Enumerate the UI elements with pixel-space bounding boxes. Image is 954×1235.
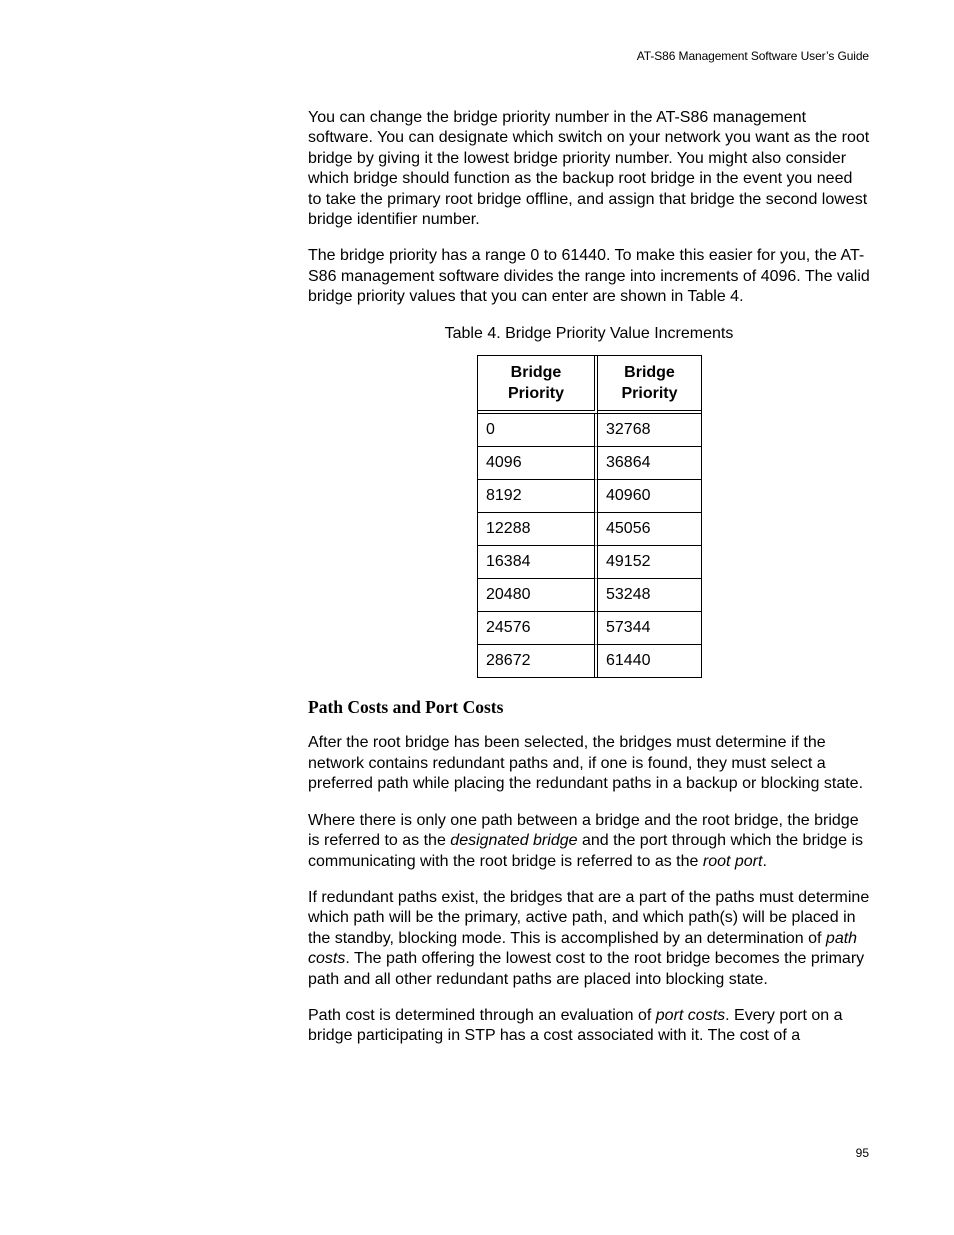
paragraph-bridge-priority-intro: You can change the bridge priority number in the AT-S86 management software. You can designate which switch on your network you want as the root bridge by giving it the lowest bridge priority number. You might also consider which bridge should function as the backup root bridge in the event you need to take the primary root bridge offline, and assign that bridge the second lowest bridge identifier number.: [308, 109, 870, 229]
table-row: [478, 578, 701, 611]
table-cell: 36864: [598, 446, 701, 479]
table-row: [478, 611, 701, 644]
table-cell: 40960: [598, 479, 701, 512]
text-run: Where there is only one path between a bridge and the root bridge, the bridge is referred to as the: [308, 811, 859, 850]
table-cell: 24576: [478, 611, 598, 644]
table-cell: 57344: [598, 611, 701, 644]
table-row: [478, 479, 701, 512]
paragraph-designated-bridge: [308, 811, 870, 872]
page-number: 95: [855, 1146, 869, 1160]
text-run: .: [762, 852, 767, 870]
page-body: [308, 108, 870, 1063]
text-run: Path cost is determined through an evaluation of: [308, 1006, 656, 1024]
table-row: [478, 512, 701, 545]
text-run: If redundant paths exist, the bridges that are a part of the paths must determine which path will be the primary, active path, and which path(s) will be placed in the standby, blocking mode. This is accomplished by an determination of: [308, 888, 870, 947]
table-row: [478, 545, 701, 578]
emphasis-term: port costs: [655, 1006, 726, 1024]
column-header-1: [478, 356, 598, 414]
column-header-label: Bridge Priority: [621, 364, 678, 403]
table-header-row: [478, 356, 701, 414]
table-cell: 16384: [478, 545, 598, 578]
table-row: [478, 414, 701, 446]
paragraph-redundant-paths: [308, 888, 870, 990]
text-run: . The path offering the lowest cost to the root bridge becomes the primary path and all other redundant paths are placed into blocking state.: [308, 950, 865, 988]
table-caption: Table 4. Bridge Priority Value Increments: [444, 324, 734, 342]
table-cell: 20480: [478, 578, 598, 611]
paragraph-bridge-priority-range: The bridge priority has a range 0 to 61440. To make this easier for you, the AT-S86 management software divides the range into increments of 4096. The valid bridge priority values that you can enter are shown in Table 4.: [308, 247, 870, 306]
text-run: . Every port on a bridge participating in STP has a cost associated with it. The cost of a: [308, 1006, 843, 1045]
paragraph-root-bridge-selected: After the root bridge has been selected, the bridges must determine if the network contains redundant paths and, if one is found, they must select a preferred path while placing the redundant paths in a backup or blocking state.: [308, 734, 864, 793]
table-cell: 8192: [478, 479, 598, 512]
table-cell: 61440: [598, 644, 701, 677]
text-run: and the port through which the bridge is communicating with the root bridge is referred to as the: [308, 832, 864, 870]
table-row: [478, 644, 701, 677]
column-header-label: Bridge Priority: [507, 364, 564, 403]
table-row: [478, 446, 701, 479]
table-cell: 4096: [478, 446, 598, 479]
section-heading: Path Costs and Port Costs: [308, 697, 504, 718]
table-cell: 12288: [478, 512, 598, 545]
table-cell: 53248: [598, 578, 701, 611]
table-cell: 0: [478, 414, 598, 446]
column-header-2: [598, 356, 701, 414]
running-header: AT-S86 Management Software User’s Guide: [636, 49, 869, 63]
paragraph-port-costs: [308, 1006, 870, 1047]
table-cell: 28672: [478, 644, 598, 677]
table-cell: 32768: [606, 420, 651, 438]
table-cell: 49152: [598, 545, 701, 578]
table-cell: 45056: [598, 512, 701, 545]
emphasis-term: path costs: [308, 929, 858, 968]
bridge-priority-table: [477, 355, 702, 678]
emphasis-term: designated bridge: [450, 832, 578, 850]
emphasis-term: root port: [702, 852, 763, 870]
